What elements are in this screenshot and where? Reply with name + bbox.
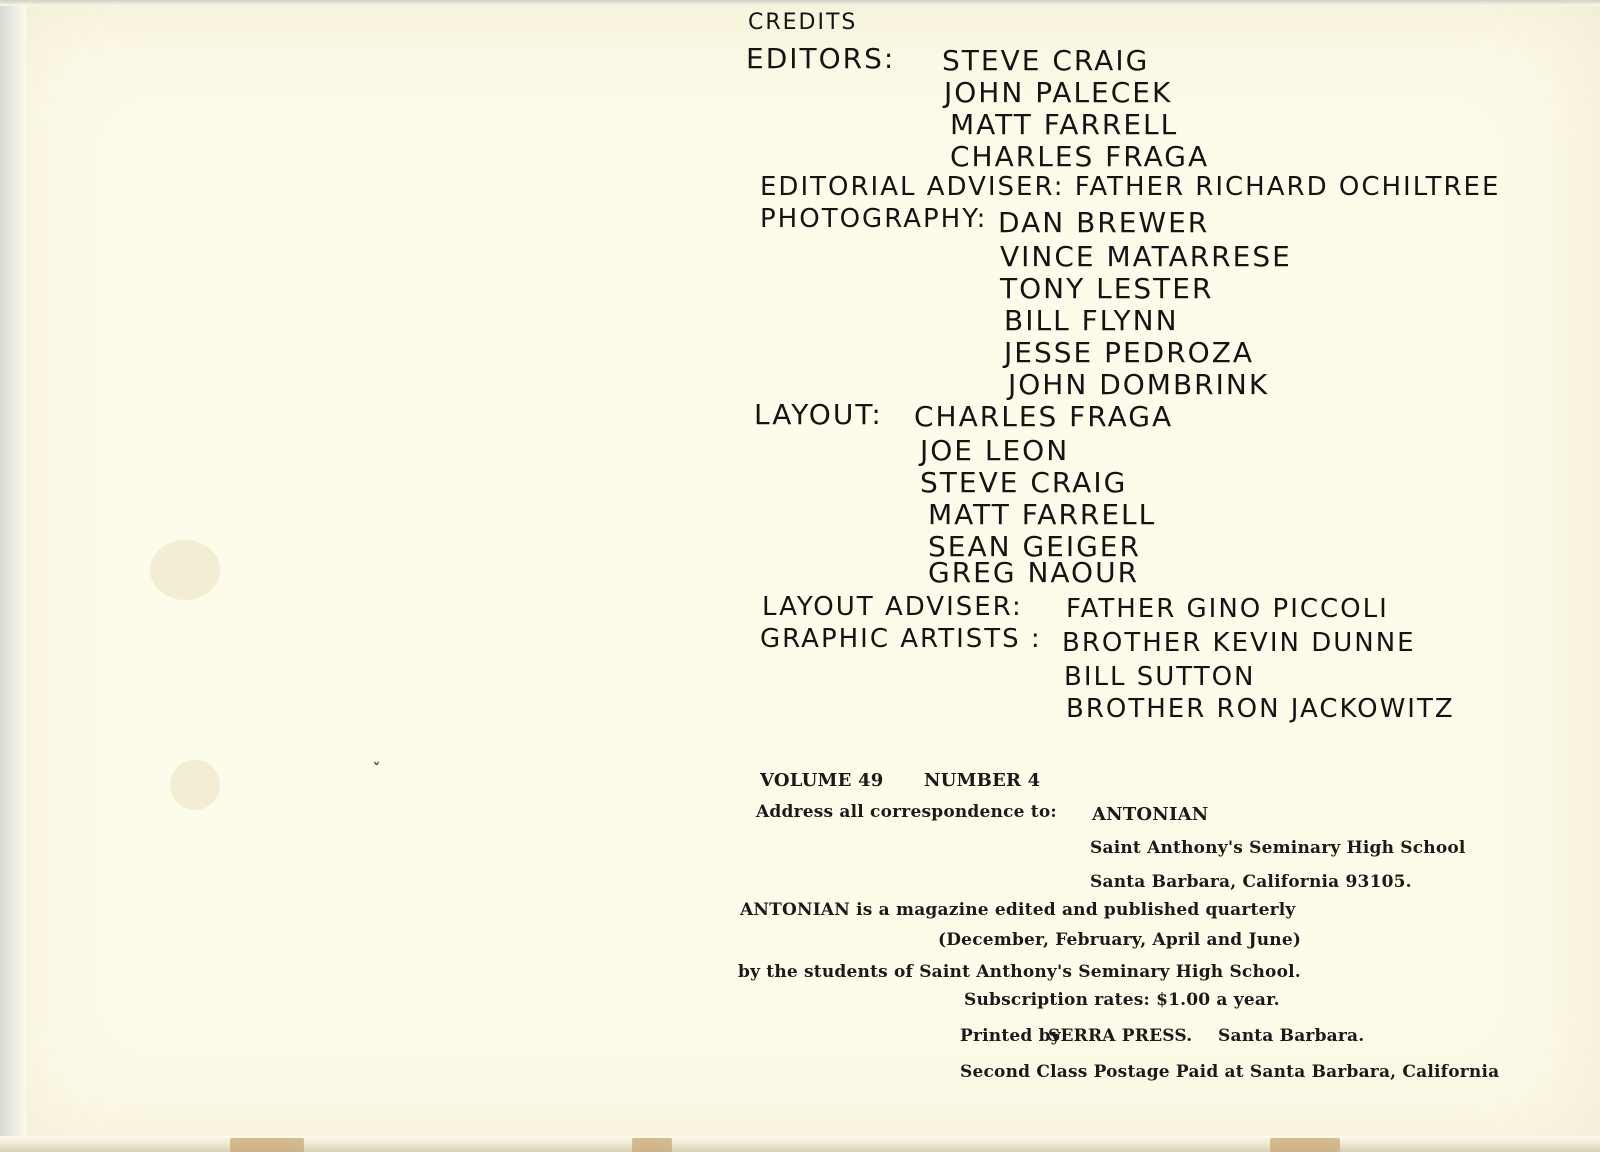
layout-name: STEVE CRAIG [920,466,1128,499]
graphic-artist-name: BILL SUTTON [1064,662,1256,692]
tape-piece [230,1138,304,1152]
editorial-adviser-line: EDITORIAL ADVISER: FATHER RICHARD OCHILTREE [760,172,1501,202]
layout-adviser-name: FATHER GINO PICCOLI [1066,594,1389,624]
layout-name: GREG NAOUR [928,556,1140,589]
layout-label: LAYOUT: [754,398,883,431]
tape-piece [1270,1138,1340,1152]
school-city: Santa Barbara, California 93105. [1090,872,1412,892]
printer-name: SERRA PRESS. [1048,1026,1193,1046]
photographer-name: JOHN DOMBRINK [1008,368,1270,401]
number-label: NUMBER 4 [924,770,1041,791]
volume-label: VOLUME 49 [760,770,884,791]
graphic-artist-name: BROTHER RON JACKOWITZ [1066,694,1455,724]
ink-speck: ˇ [372,760,381,781]
printed-by-label: Printed by [960,1026,1061,1046]
graphic-artists-label: GRAPHIC ARTISTS : [760,624,1042,654]
address-label: Address all correspondence to: [756,802,1057,822]
school-name: Saint Anthony's Seminary High School [1090,838,1466,858]
layout-name: JOE LEON [920,434,1070,467]
layout-name: SEAN GEIGER [928,530,1141,563]
credits-heading: CREDITS [748,10,858,35]
photographer-name: VINCE MATARRESE [1000,240,1292,273]
paper-stain [150,540,220,600]
subscription-rates: Subscription rates: $1.00 a year. [964,990,1280,1010]
editor-name: STEVE CRAIG [942,44,1150,77]
layout-name: CHARLES FRAGA [914,400,1174,433]
editor-name: CHARLES FRAGA [950,140,1210,173]
editor-name: MATT FARRELL [950,108,1179,141]
tape-piece [632,1138,672,1152]
editors-label: EDITORS: [746,42,896,75]
paper-stain [170,760,220,810]
photographer-name: TONY LESTER [1000,272,1214,305]
description-line: (December, February, April and June) [938,930,1302,950]
photographer-name: BILL FLYNN [1004,304,1179,337]
photographer-name: DAN BREWER [998,206,1210,239]
description-line: ANTONIAN is a magazine edited and published quarterly [740,900,1296,920]
photographer-name: JESSE PEDROZA [1004,336,1255,369]
description-line: by the students of Saint Anthony's Seminary High School. [738,962,1301,982]
page-edge-shadow [0,0,26,1152]
editor-name: JOHN PALECEK [944,76,1173,109]
graphic-artist-name: BROTHER KEVIN DUNNE [1062,628,1416,658]
printer-city: Santa Barbara. [1218,1026,1365,1046]
layout-adviser-label: LAYOUT ADVISER: [762,592,1023,622]
photography-label: PHOTOGRAPHY: [760,204,988,234]
publication-name: ANTONIAN [1092,804,1209,825]
layout-name: MATT FARRELL [928,498,1157,531]
page-top-edge [0,0,1600,6]
postage-line: Second Class Postage Paid at Santa Barbara, California [960,1062,1500,1082]
